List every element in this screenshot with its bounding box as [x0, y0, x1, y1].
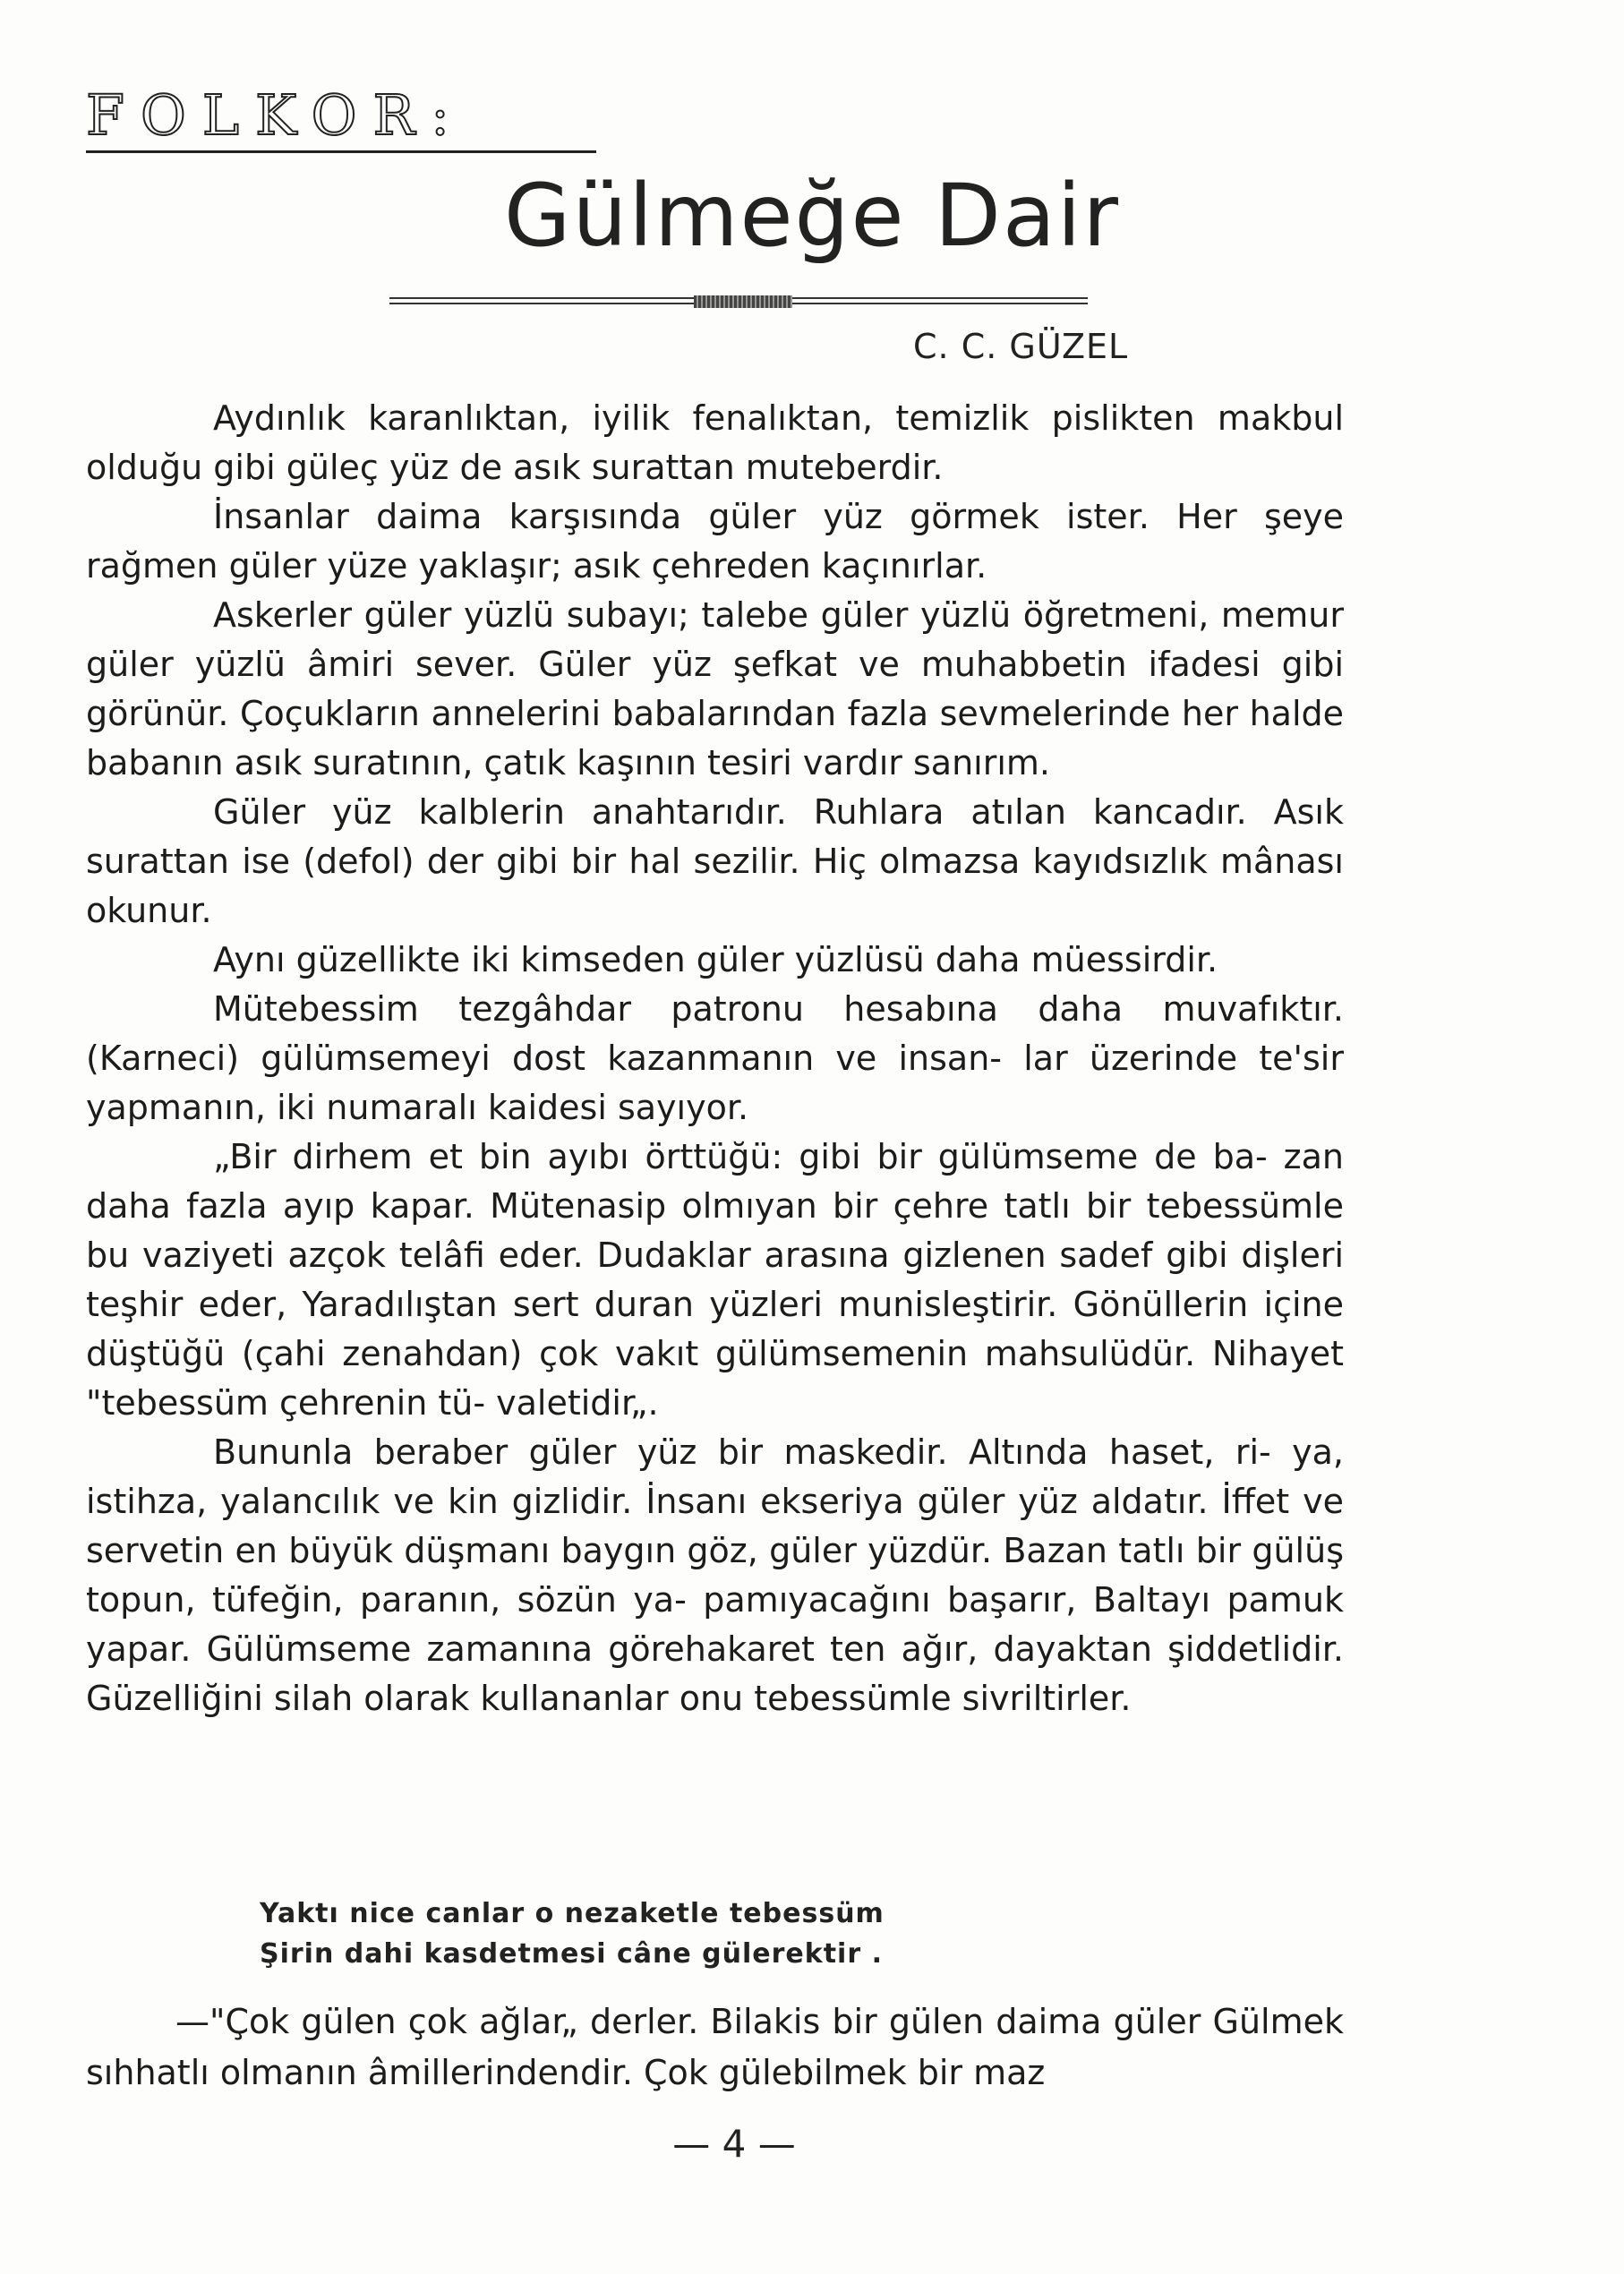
title-divider [389, 295, 1088, 308]
paragraph: Bununla beraber güler yüz bir maskedir. Altında haset, ri- ya, istihza, yalancılık ve kin gizlidir. İnsanı ekseriya güler yüz aldatır. İffet ve servetin en büyük düşmanı baygın göz, güler yüzdür. Bazan tatlı bir gülüş topun, tüfeğin, paranın, sözün ya- pamıyacağını başarır, Baltayı pamuk yapar. Gülümseme zamanına görehakaret ten ağır, dayaktan şiddetlidir. Güzelliğini silah olarak kullananlar onu tebessümle sivriltirler. [86, 1432, 1344, 1718]
article-body [86, 394, 1344, 1723]
paragraph: Mütebessim tezgâhdar patronu hesabına daha muvafıktır. (Karneci) gülümsemeyi dost kazanmanın ve insan- lar üzerinde te'sir yapmanın, iki numaralı kaidesi sayıyor. [86, 989, 1344, 1127]
author-byline: C. C. GÜZEL [913, 327, 1129, 366]
verse-line: Şirin dahi kasdetmesi câne gülerektir . [260, 1938, 883, 1970]
paragraph: Güler yüz kalblerin anahtarıdır. Ruhlara atılan kancadır. Asık surattan ise (defol) der gibi bir hal sezilir. Hiç olmazsa kayıdsızlık mânası okunur. [86, 792, 1344, 930]
paragraph: Askerler güler yüzlü subayı; talebe güler yüzlü öğretmeni, memur güler yüzlü âmiri sever. Güler yüz şefkat ve muhabbetin ifadesi gibi görünür. Çoçukların annelerini babalarından fazla sevmelerinde her halde babanın asık suratının, çatık kaşının tesiri vardır sanırım. [86, 595, 1344, 782]
section-label-underline [86, 150, 596, 153]
section-label-text: FOLKOR: [86, 82, 466, 148]
article-title: Gülmeğe Dair [504, 166, 1120, 266]
closing-paragraph: —"Çok gülen çok ağlar„ derler. Bilakis bir gülen daima güler Gülmek sıhhatlı olmanın âmillerindendir. Çok gülebilmek bir maz [86, 2002, 1344, 2092]
title-divider-ornament [694, 295, 792, 308]
paragraph: İnsanlar daima karşısında güler yüz görmek ister. Her şeye rağmen güler yüze yaklaşır; asık çehreden kaçınırlar. [86, 497, 1344, 586]
page-number: — 4 — [672, 2122, 796, 2166]
paragraph: Aydınlık karanlıktan, iyilik fenalıktan, temizlik pislikten makbul olduğu gibi güleç yüz de asık surattan muteberdir. [86, 398, 1344, 487]
paragraph: „Bir dirhem et bin ayıbı örttüğü: gibi bir gülümseme de ba- zan daha fazla ayıp kapar. Mütenasip olmıyan bir çehre tatlı bir tebessümle bu vaziyeti azçok telâfi eder. Dudaklar arasına gizlenen sadef gibi dişleri teşhir eder, Yaradılıştan sert duran yüzleri munisleştirir. Gönüllerin içine düştüğü (çahi zenahdan) çok vakıt gülümsemenin mahsulüdür. Nihayet "tebessüm çehrenin tü- valetidir„. [86, 1137, 1344, 1423]
paragraph: Aynı güzellikte iki kimseden güler yüzlüsü daha müessirdir. [213, 940, 1218, 979]
section-label [86, 82, 466, 148]
verse-line: Yaktı nice canlar o nezaketle tebessüm [260, 1898, 885, 1929]
verse-quote [260, 1894, 885, 1974]
